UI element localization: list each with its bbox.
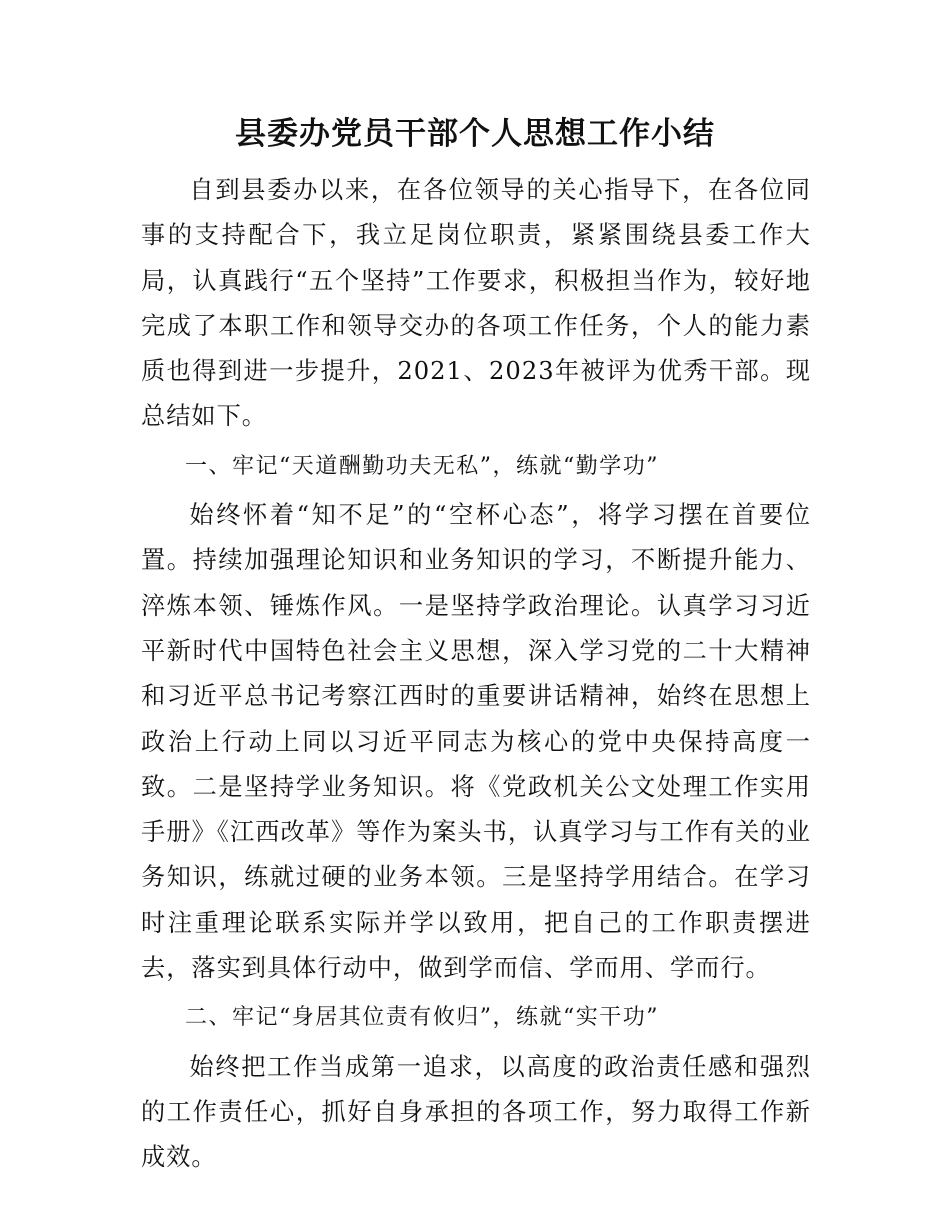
section-heading-1: 一、牢记“天道酬勤功夫无私”，练就“勤学功” (185, 453, 659, 479)
intro-paragraph: 自到县委办以来，在各位领导的关心指导下，在各位同事的支持配合下，我立足岗位职责，紧紧围绕县委工作大局，认真践行“五个坚持”工作要求，积极担当作为，较好地完成了本职工作和领导交办的各项工作任务，个人的能力素质也得到进一步提升，2021、2023年被评为优秀干部。现总结如下。 (141, 176, 811, 431)
section-2-paragraph: 始终把工作当成第一追求，以高度的政治责任感和强烈的工作责任心，抓好自身承担的各项工作，努力取得工作新成效。 (141, 1052, 811, 1172)
section-heading-2: 二、牢记“身居其位责有攸归”，练就“实干功” (185, 1005, 659, 1031)
document-body (141, 168, 811, 1181)
section-1-paragraph: 始终怀着“知不足”的“空杯心态”，将学习摆在首要位置。持续加强理论知识和业务知识的学习，不断提升能力、淬炼本领、锤炼作风。一是坚持学政治理论。认真学习习近平新时代中国特色社会主义思想，深入学习党的二十大精神和习近平总书记考察江西时的重要讲话精神，始终在思想上政治上行动上同以习近平同志为核心的党中央保持高度一致。二是坚持学业务知识。将《党政机关公文处理工作实用手册》《江西改革》等作为案头书，认真学习与工作有关的业务知识，练就过硬的业务本领。三是坚持学用结合。在学习时注重理论联系实际并学以致用，把自己的工作职责摆进去，落实到具体行动中，做到学而信、学而用、学而行。 (141, 501, 811, 983)
document-title: 县委办党员干部个人思想工作小结 (235, 116, 715, 152)
